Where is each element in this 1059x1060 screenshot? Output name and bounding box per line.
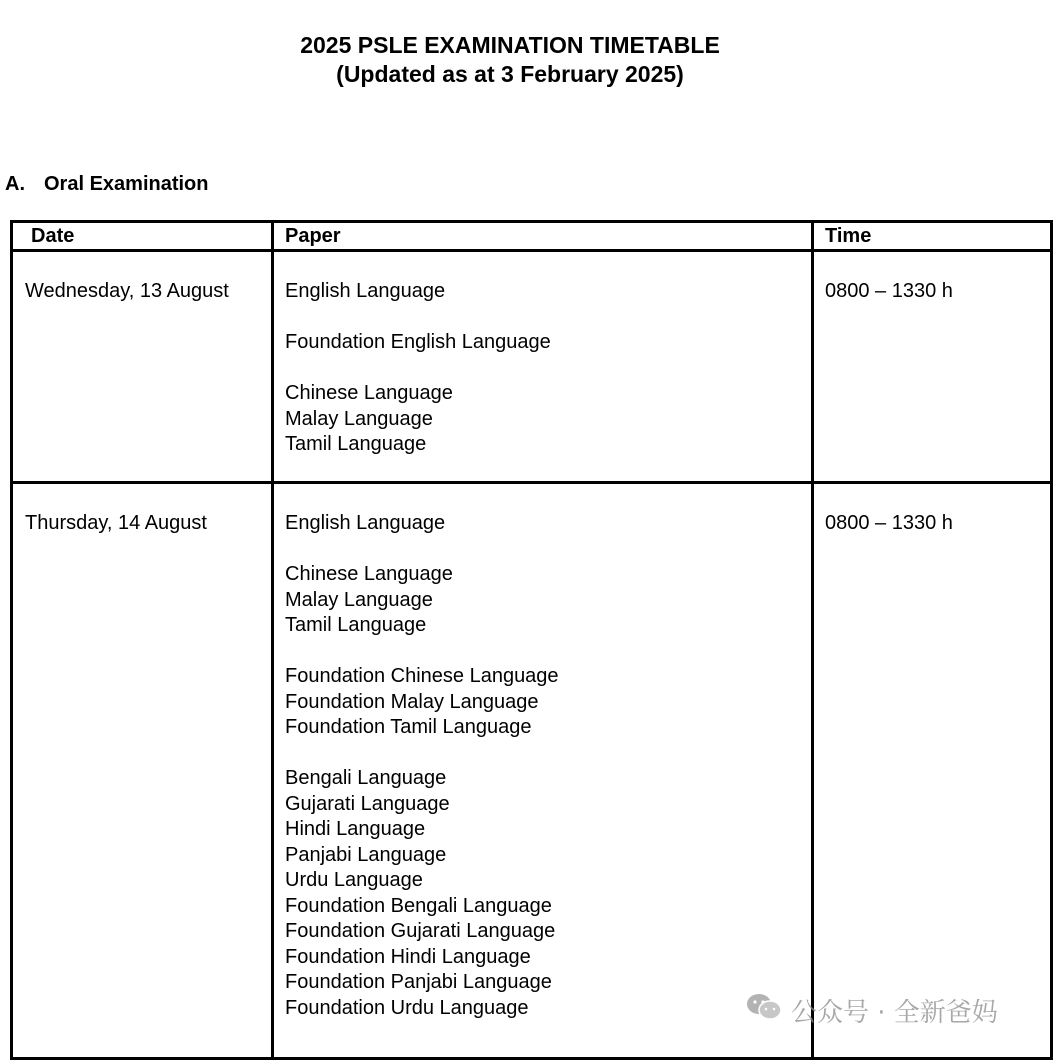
paper-item: Foundation Urdu Language: [285, 996, 529, 1019]
paper-group: [285, 381, 551, 458]
paper-item: Gujarati Language: [285, 792, 450, 815]
paper-item: Foundation English Language: [285, 331, 551, 353]
paper-item: Tamil Language: [285, 433, 427, 455]
paper-item: Foundation Bengali Language: [285, 894, 552, 917]
paper-item: Malay Language: [285, 588, 433, 611]
paper-item: Foundation Hindi Language: [285, 945, 531, 968]
paper-item: Chinese Language: [285, 382, 453, 404]
paper-group: [285, 766, 559, 1021]
row-papers: [285, 279, 551, 458]
paper-item: English Language: [285, 512, 446, 534]
document-subtitle: (Updated as at 3 February 2025): [336, 61, 684, 87]
section-letter: A.: [5, 173, 25, 195]
paper-item: English Language: [285, 280, 446, 302]
header-divider: [13, 249, 1050, 252]
row-divider: [13, 481, 1050, 484]
row-time: 0800 – 1330 h: [825, 512, 953, 534]
paper-item: Foundation Chinese Language: [285, 665, 559, 687]
paper-item: Hindi Language: [285, 818, 426, 840]
paper-item: Malay Language: [285, 407, 433, 430]
header-time: Time: [825, 225, 872, 247]
document-title: 2025 PSLE EXAMINATION TIMETABLE: [300, 32, 720, 58]
paper-group: [285, 330, 551, 356]
paper-item: Tamil Language: [285, 614, 427, 636]
paper-group: [285, 511, 559, 537]
row-papers: [285, 511, 559, 1021]
row-time: 0800 – 1330 h: [825, 280, 953, 302]
paper-item: Foundation Panjabi Language: [285, 971, 552, 993]
paper-item: Foundation Malay Language: [285, 690, 539, 713]
wechat-icon: [745, 991, 783, 1030]
paper-group: [285, 562, 559, 639]
section-title: Oral Examination: [44, 173, 209, 195]
column-divider: [811, 223, 814, 1057]
paper-group: [285, 664, 559, 741]
section-heading: [5, 171, 209, 197]
timetable-table: [10, 220, 1053, 1060]
paper-item: Chinese Language: [285, 563, 453, 585]
watermark-text: 公众号 · 全新爸妈: [791, 997, 998, 1028]
paper-item: Panjabi Language: [285, 843, 447, 866]
paper-item: Urdu Language: [285, 869, 423, 891]
paper-item: Bengali Language: [285, 767, 447, 789]
paper-item: Foundation Gujarati Language: [285, 920, 556, 942]
row-date: Thursday, 14 August: [25, 512, 207, 534]
paper-item: Foundation Tamil Language: [285, 716, 532, 738]
header-date: Date: [31, 225, 75, 247]
paper-group: [285, 279, 551, 305]
watermark: [745, 990, 998, 1030]
row-date: Wednesday, 13 August: [25, 280, 229, 302]
column-divider: [271, 223, 274, 1057]
header-paper: Paper: [285, 225, 341, 247]
